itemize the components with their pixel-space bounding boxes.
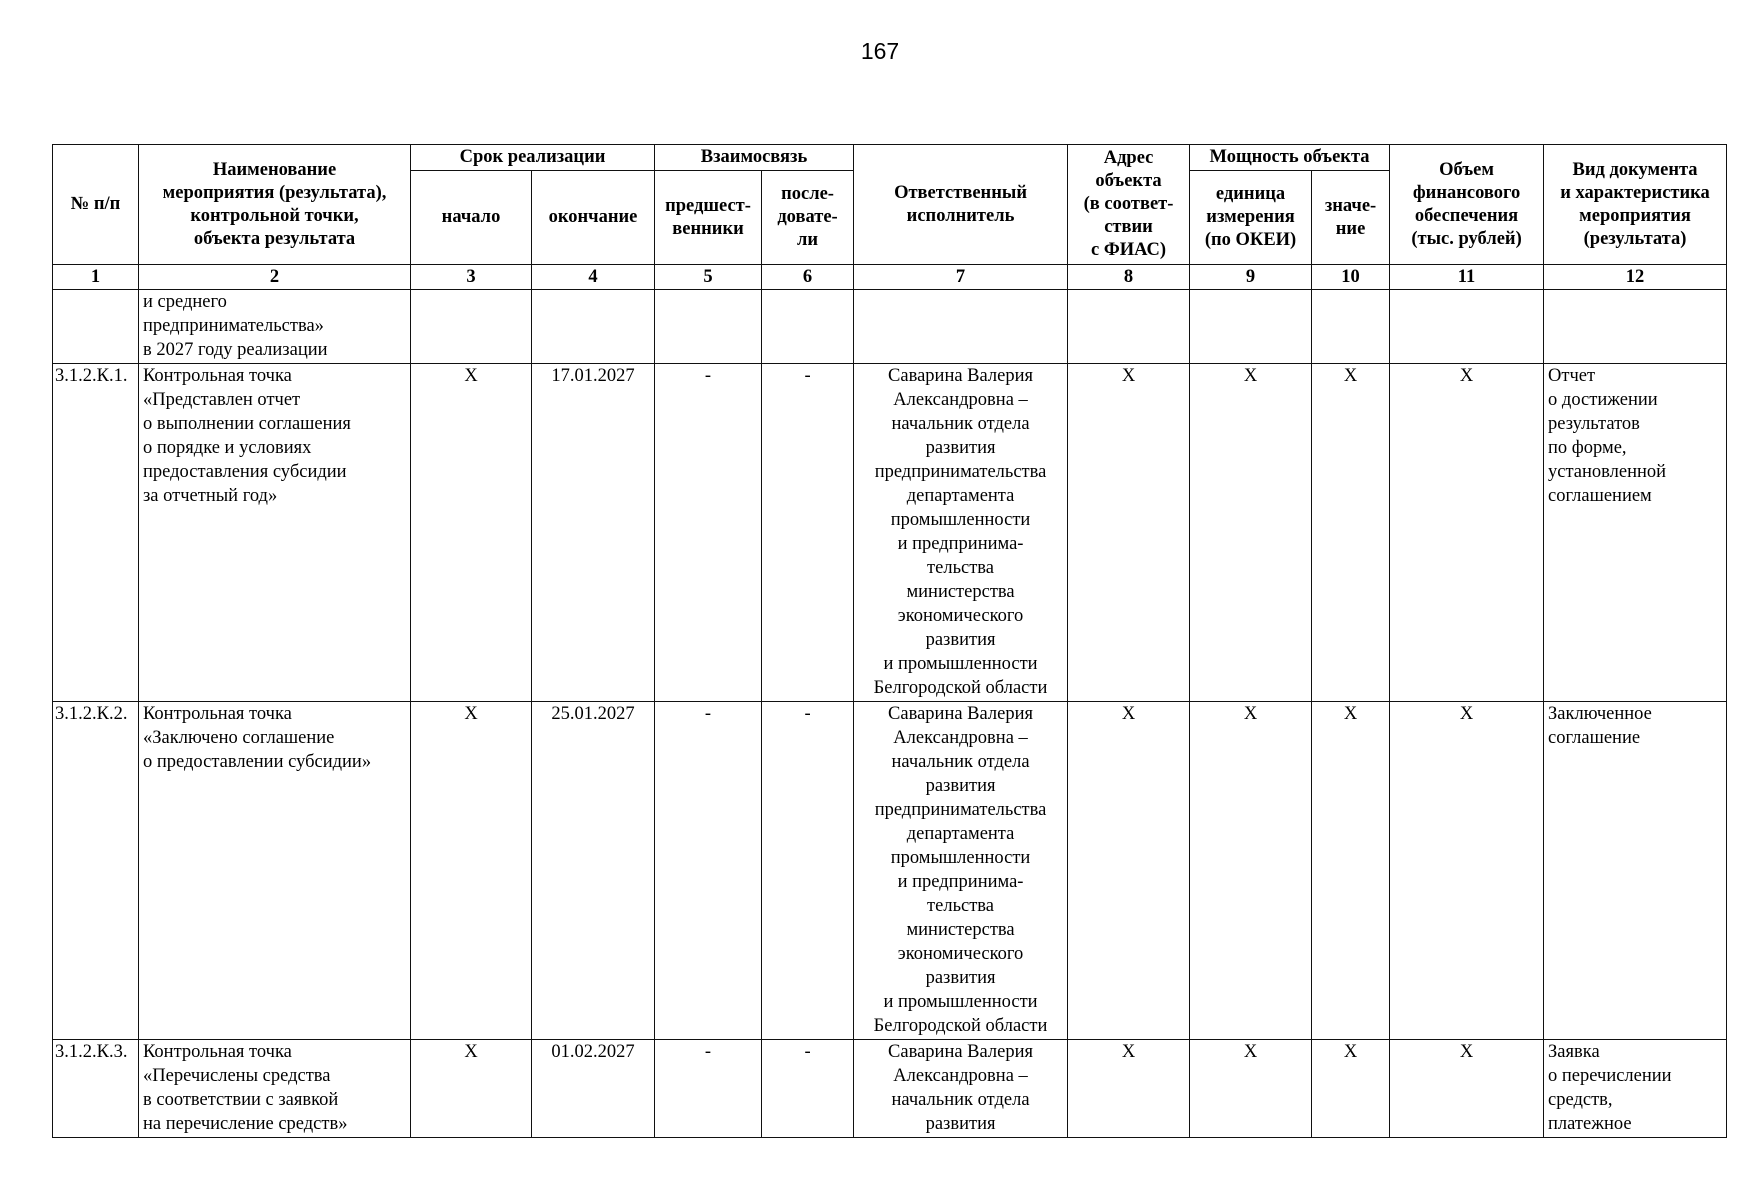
row-name: Контрольная точка «Заключено соглашение о предоставлении субсидии» bbox=[139, 702, 411, 1040]
page-number: 167 bbox=[860, 38, 900, 64]
row-responsible: Саварина Валерия Александровна – начальник отдела развития bbox=[854, 1040, 1068, 1138]
column-number: 8 bbox=[1068, 265, 1190, 290]
column-number: 12 bbox=[1544, 265, 1727, 290]
header-group-vzaim: Взаимосвязь bbox=[655, 145, 854, 171]
row-finance: X bbox=[1390, 702, 1544, 1040]
row-id: 3.1.2.К.2. bbox=[53, 702, 139, 1040]
row-address: X bbox=[1068, 1040, 1190, 1138]
row-value: X bbox=[1312, 1040, 1390, 1138]
header-name: Наименование мероприятия (результата), контрольной точки, объекта результата bbox=[139, 145, 411, 265]
row-pred: - bbox=[655, 702, 762, 1040]
header-start: начало bbox=[411, 171, 532, 265]
column-number-row bbox=[53, 265, 1727, 290]
row-id: 3.1.2.К.1. bbox=[53, 364, 139, 702]
row-responsible: Саварина Валерия Александровна – начальник отдела развития предпринимательства департамента промышленности и предпринима- тельства министерства экономического развития и промышленности Белгородской области bbox=[854, 364, 1068, 702]
row-address: X bbox=[1068, 364, 1190, 702]
header-doc: Вид документа и характеристика мероприятия (результата) bbox=[1544, 145, 1727, 265]
row-address: X bbox=[1068, 702, 1190, 1040]
continuation-row bbox=[53, 290, 1727, 364]
row-end: 25.01.2027 bbox=[532, 702, 655, 1040]
header-value: значе- ние bbox=[1312, 171, 1390, 265]
header-end: окончание bbox=[532, 171, 655, 265]
row-post: - bbox=[762, 1040, 854, 1138]
row-start: X bbox=[411, 702, 532, 1040]
row-doc: Отчет о достижении результатов по форме, установленной соглашением bbox=[1544, 364, 1727, 702]
events-table bbox=[52, 144, 1727, 1138]
row-post: - bbox=[762, 702, 854, 1040]
continuation-name: и среднего предпринимательства» в 2027 году реализации bbox=[139, 290, 411, 364]
header-post: после- довате- ли bbox=[762, 171, 854, 265]
row-responsible: Саварина Валерия Александровна – начальник отдела развития предпринимательства департамента промышленности и предпринима- тельства министерства экономического развития и промышленности Белгородской области bbox=[854, 702, 1068, 1040]
row-id: 3.1.2.К.3. bbox=[53, 1040, 139, 1138]
column-number: 7 bbox=[854, 265, 1068, 290]
row-finance: X bbox=[1390, 364, 1544, 702]
row-value: X bbox=[1312, 364, 1390, 702]
header-group-srok: Срок реализации bbox=[411, 145, 655, 171]
header-pred: предшест- венники bbox=[655, 171, 762, 265]
row-unit: X bbox=[1190, 1040, 1312, 1138]
column-number: 6 bbox=[762, 265, 854, 290]
column-number: 1 bbox=[53, 265, 139, 290]
column-number: 3 bbox=[411, 265, 532, 290]
row-end: 17.01.2027 bbox=[532, 364, 655, 702]
column-number: 5 bbox=[655, 265, 762, 290]
column-number: 10 bbox=[1312, 265, 1390, 290]
row-name: Контрольная точка «Перечислены средства в соответствии с заявкой на перечисление средств» bbox=[139, 1040, 411, 1138]
row-name: Контрольная точка «Представлен отчет о выполнении соглашения о порядке и условиях предоставления субсидии за отчетный год» bbox=[139, 364, 411, 702]
row-doc: Заявка о перечислении средств, платежное bbox=[1544, 1040, 1727, 1138]
row-unit: X bbox=[1190, 702, 1312, 1040]
table-row bbox=[53, 702, 1727, 1040]
row-start: X bbox=[411, 1040, 532, 1138]
row-finance: X bbox=[1390, 1040, 1544, 1138]
header-unit: единица измерения (по ОКЕИ) bbox=[1190, 171, 1312, 265]
row-post: - bbox=[762, 364, 854, 702]
header-group-mosh: Мощность объекта bbox=[1190, 145, 1390, 171]
header-address: Адрес объекта (в соответ- ствии с ФИАС) bbox=[1068, 145, 1190, 265]
column-number: 4 bbox=[532, 265, 655, 290]
table-row bbox=[53, 364, 1727, 702]
header-responsible: Ответственный исполнитель bbox=[854, 145, 1068, 265]
row-end: 01.02.2027 bbox=[532, 1040, 655, 1138]
column-number: 11 bbox=[1390, 265, 1544, 290]
row-value: X bbox=[1312, 702, 1390, 1040]
header-finance: Объем финансового обеспечения (тыс. рублей) bbox=[1390, 145, 1544, 265]
column-number: 9 bbox=[1190, 265, 1312, 290]
row-doc: Заключенное соглашение bbox=[1544, 702, 1727, 1040]
table-row bbox=[53, 1040, 1727, 1138]
column-number: 2 bbox=[139, 265, 411, 290]
row-unit: X bbox=[1190, 364, 1312, 702]
row-pred: - bbox=[655, 364, 762, 702]
row-pred: - bbox=[655, 1040, 762, 1138]
header-number: № п/п bbox=[53, 145, 139, 265]
row-start: X bbox=[411, 364, 532, 702]
